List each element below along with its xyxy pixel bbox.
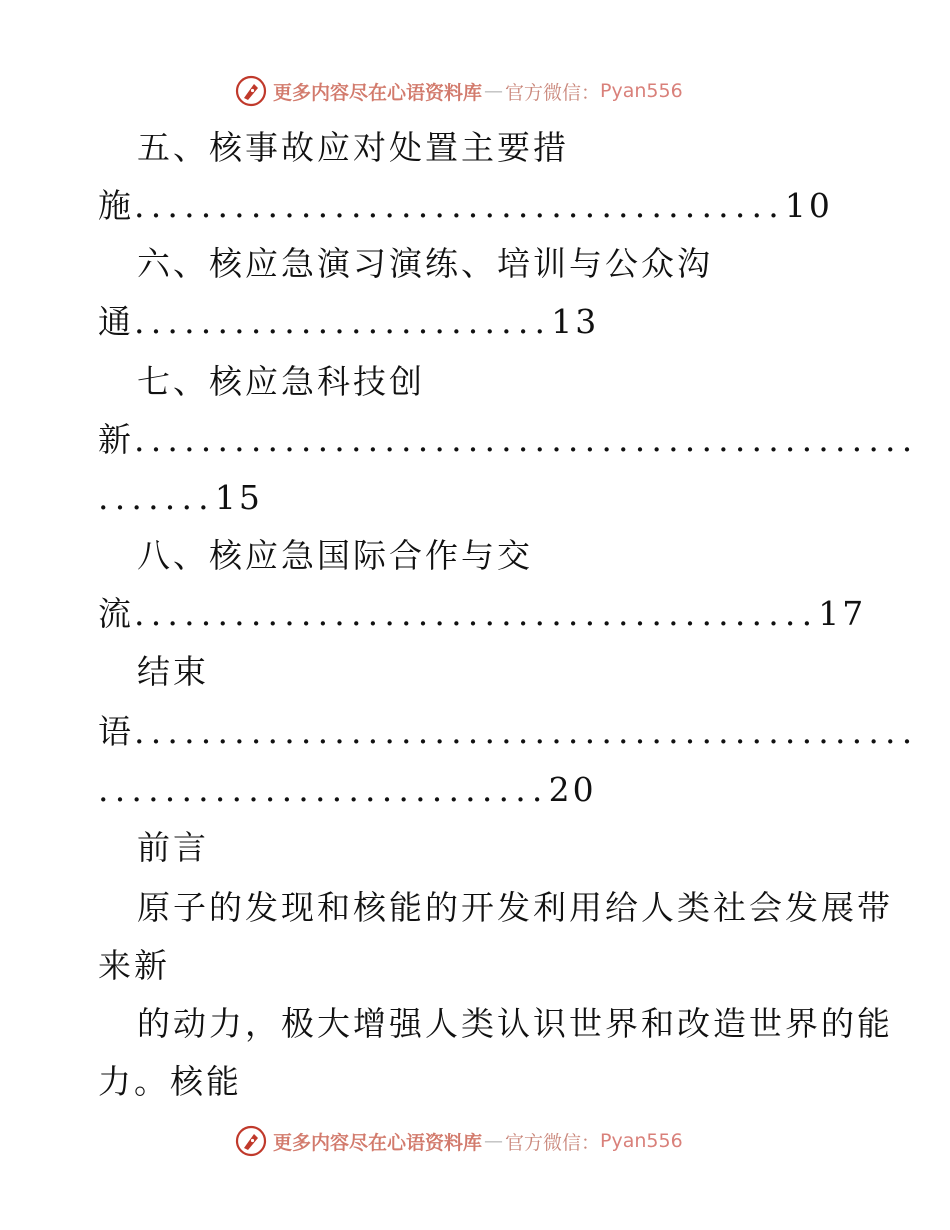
watermark-wechat-label: 官方微信： xyxy=(505,1131,601,1154)
watermark-brand: 更多内容尽在心语资料库 xyxy=(273,1131,483,1154)
toc-item-6-title: 六、核应急演习演练、培训与公众沟 xyxy=(137,244,713,283)
toc-conclusion-title: 结束 xyxy=(137,652,209,691)
toc-conclusion-tail: 语 xyxy=(98,712,134,751)
toc-item-8-page: 17 xyxy=(818,594,867,633)
watermark-footer xyxy=(235,1124,683,1158)
watermark-wechat-id: Pyan556 xyxy=(600,80,683,102)
preface-paragraph-2-line-1: 的动力，极大增强人类认识世界和改造世界的能 xyxy=(137,1004,893,1043)
toc-item-8-leader: ......................................... xyxy=(134,594,819,633)
toc-item-8-entry xyxy=(98,594,866,634)
toc-conclusion-continuation xyxy=(98,770,597,810)
toc-item-8-tail: 流 xyxy=(98,594,134,633)
watermark-dash: — xyxy=(484,1130,504,1152)
toc-item-6-tail: 通 xyxy=(98,302,134,341)
preface-paragraph-1-line-1: 原子的发现和核能的开发利用给人类社会发展带 xyxy=(137,888,893,927)
toc-conclusion-leader: ............................................... xyxy=(134,712,919,751)
watermark-dash: — xyxy=(484,80,504,102)
toc-item-7-page: 15 xyxy=(214,478,263,517)
toc-conclusion-entry xyxy=(98,712,918,752)
toc-item-6-leader: ......................... xyxy=(134,302,552,341)
watermark-wechat-label: 官方微信： xyxy=(505,81,601,104)
toc-item-8-title: 八、核应急国际合作与交 xyxy=(137,536,533,575)
watermark-brand: 更多内容尽在心语资料库 xyxy=(273,81,483,104)
preface-heading: 前言 xyxy=(137,828,209,867)
toc-conclusion-page: 20 xyxy=(548,770,597,809)
preface-paragraph-1-line-2: 来新 xyxy=(98,946,170,985)
toc-item-5-entry xyxy=(98,186,833,226)
toc-item-7-continuation xyxy=(98,478,263,518)
toc-item-5-tail: 施 xyxy=(98,186,134,225)
pen-nib-logo-icon xyxy=(235,75,267,107)
toc-item-5-title: 五、核事故应对处置主要措 xyxy=(137,128,569,167)
toc-item-6-page: 13 xyxy=(551,302,600,341)
toc-item-7-title: 七、核应急科技创 xyxy=(137,362,425,401)
toc-item-5-page: 10 xyxy=(784,186,833,225)
preface-paragraph-2-line-2: 力。核能 xyxy=(98,1062,242,1101)
watermark-header xyxy=(235,74,683,108)
toc-item-5-leader: ....................................... xyxy=(134,186,785,225)
toc-item-6-entry xyxy=(98,302,599,342)
toc-item-7-leader-2: ....... xyxy=(98,478,215,517)
watermark-wechat-id: Pyan556 xyxy=(600,1130,683,1152)
toc-item-7-tail: 新 xyxy=(98,420,134,459)
toc-item-7-entry xyxy=(98,420,918,460)
pen-nib-logo-icon xyxy=(235,1125,267,1157)
toc-item-7-leader: ............................................... xyxy=(134,420,919,459)
toc-conclusion-leader-2: ........................... xyxy=(98,770,549,809)
